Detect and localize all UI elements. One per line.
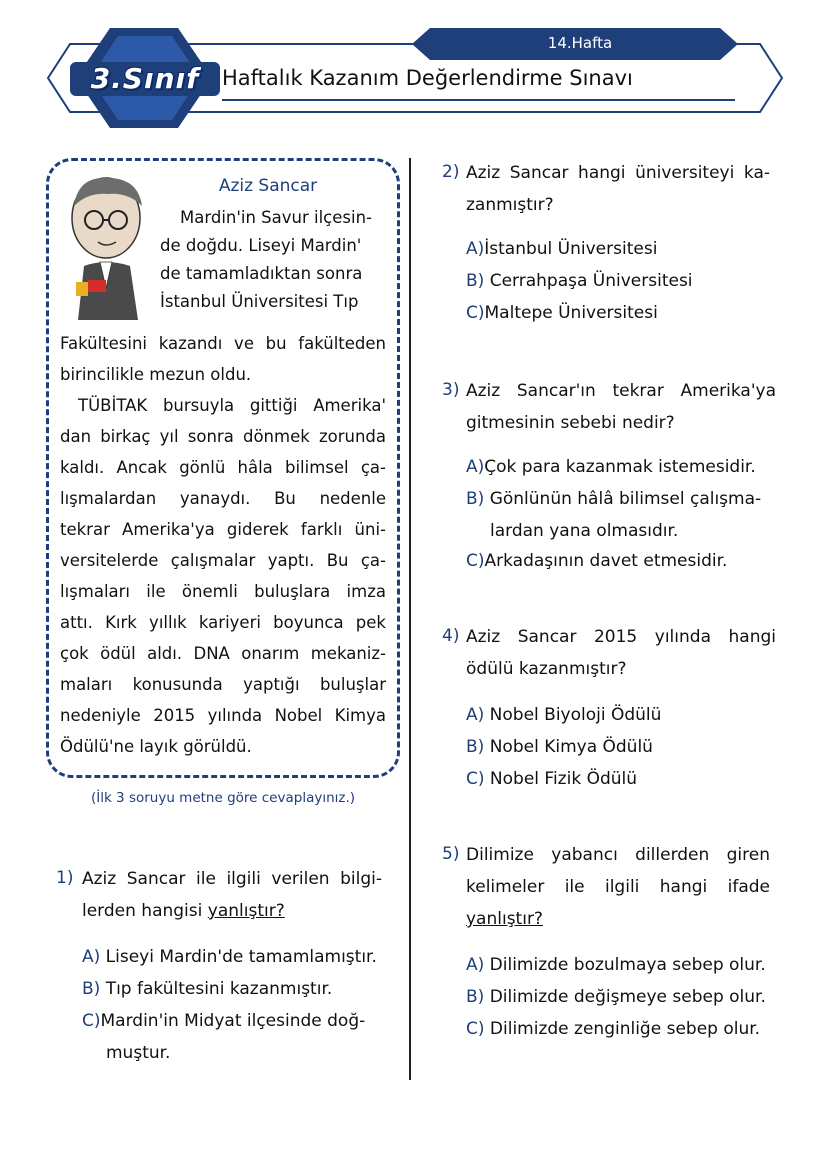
caricature-portrait [58,170,158,320]
option-b-continued: lardan yana olmasıdır. [490,521,679,541]
underlined-word: yanlıştır? [466,909,543,929]
passage-line: birincilikle mezun oldu. [60,365,252,384]
option-a[interactable]: A) Nobel Biyoloji Ödülü [466,705,662,725]
passage-line: Ödülü'ne layık görüldü. [60,737,252,756]
option-a[interactable]: A)Çok para kazanmak istemesidir. [466,457,756,477]
passage-line: Fakültesini kazandı ve bu fakülteden [60,334,386,353]
option-b[interactable]: B) Dilimizde değişmeye sebep olur. [466,987,766,1007]
passage-line: tekrar Amerika'ya giderek farklı üni- [60,520,386,539]
question-text: lerden hangisi yanlıştır? [82,901,285,921]
passage-line: kaldı. Ancak gönlü hâla bilimsel ça- [60,458,386,477]
question-text: ödülü kazanmıştır? [466,659,627,679]
passage-line: lışmaları ile önemli buluşlara imza [60,582,386,601]
passage-line: lışmalardan yanaydı. Bu nedenle [60,489,386,508]
question-number: 4) [442,626,460,646]
passage-line: çok ödül aldı. DNA onarım mekaniz- [60,644,386,663]
instruction-note: (İlk 3 soruyu metne göre cevaplayınız.) [90,790,356,806]
option-b[interactable]: B) Tıp fakültesini kazanmıştır. [82,979,333,999]
option-c[interactable]: C)Mardin'in Midyat ilçesinde doğ- [82,1011,366,1031]
question-text: Dilimize yabancı dillerden giren [466,845,770,865]
week-label: 14.Hafta [547,34,613,52]
passage-title: Aziz Sancar [218,176,318,196]
option-b[interactable]: B) Cerrahpaşa Üniversitesi [466,271,693,291]
question-text: gitmesinin sebebi nedir? [466,413,675,433]
option-a[interactable]: A)İstanbul Üniversitesi [466,239,658,259]
option-c-continued: muştur. [106,1043,171,1063]
question-text: zanmıştır? [466,195,554,215]
passage-line: nedeniyle 2015 yılında Nobel Kimya [60,706,386,725]
question-text [466,904,543,934]
passage-line: TÜBİTAK bursuyla gittiği Amerika' [78,396,386,415]
exam-title: Haftalık Kazanım Değerlendirme Sınavı [222,66,633,90]
question-number: 1) [56,868,74,888]
option-c[interactable]: C)Maltepe Üniversitesi [466,303,658,323]
passage-line: attı. Kırk yıllık kariyeri boyunca pek [60,613,386,632]
passage-line: de tamamladıktan sonra [160,264,363,283]
option-b[interactable]: B) Gönlünün hâlâ bilimsel çalışma- [466,489,762,509]
question-number: 5) [442,844,460,864]
option-c[interactable]: C)Arkadaşının davet etmesidir. [466,551,728,571]
passage-line: maları konusunda yaptığı buluşlar [60,675,386,694]
column-divider [409,158,411,1080]
question-text: kelimeler ile ilgili hangi ifade [466,877,770,897]
option-a[interactable]: A) Dilimizde bozulmaya sebep olur. [466,955,766,975]
question-text: Aziz Sancar'ın tekrar Amerika'ya [466,381,776,401]
question-text: Aziz Sancar ile ilgili verilen bilgi- [82,869,382,889]
passage-line: dan birkaç yıl sonra dönmek zorunda [60,427,386,446]
option-c[interactable]: C) Nobel Fizik Ödülü [466,769,638,789]
question-number: 3) [442,380,460,400]
question-text: Aziz Sancar 2015 yılında hangi [466,627,776,647]
passage-line: de doğdu. Liseyi Mardin' [160,236,362,255]
grade-badge: 3.Sınıf [90,62,200,95]
option-b[interactable]: B) Nobel Kimya Ödülü [466,737,653,757]
option-c[interactable]: C) Dilimizde zenginliğe sebep olur. [466,1019,761,1039]
passage-line: Mardin'in Savur ilçesin- [180,208,372,227]
question-text: Aziz Sancar hangi üniversiteyi ka- [466,163,770,183]
question-number: 2) [442,162,460,182]
option-a[interactable]: A) Liseyi Mardin'de tamamlamıştır. [82,947,377,967]
exam-header [0,0,820,140]
underlined-word: yanlıştır? [207,901,285,921]
passage-line: İstanbul Üniversitesi Tıp [160,292,359,311]
passage-line: versitelerde çalışmalar yaptı. Bu ça- [60,551,386,570]
